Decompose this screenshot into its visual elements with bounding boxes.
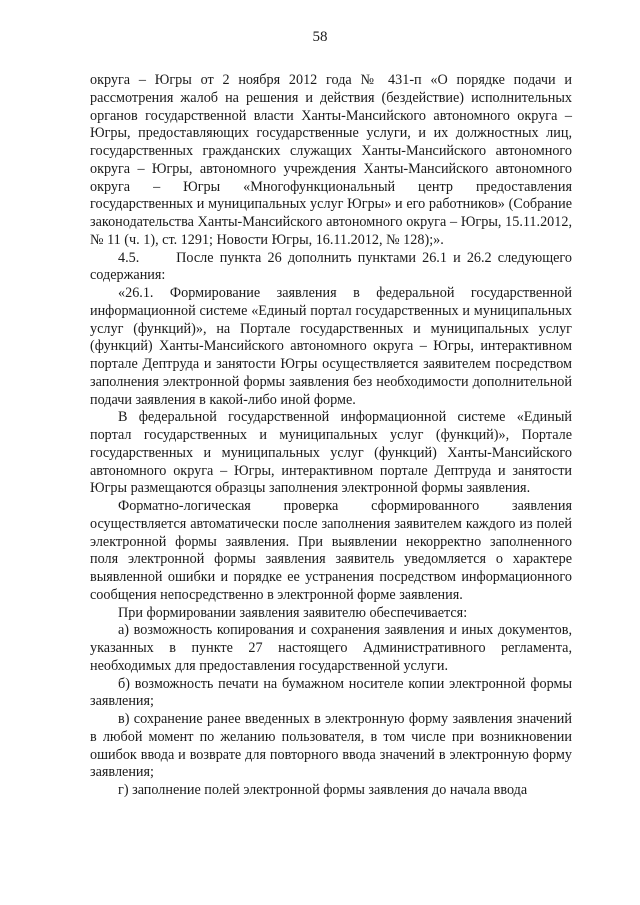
paragraph: 4.5. После пункта 26 дополнить пунктами 26.1 и 26.2 следующего содержания:: [90, 249, 572, 284]
paragraph: При формировании заявления заявителю обеспечивается:: [118, 604, 468, 621]
paragraph: Форматно-логическая проверка сформированного заявления осуществляется автоматически после заполнения заявителем каждого из полей электронной формы заявления. При выявлении некорректно заполненного поля электронной формы заявления заявитель уведомляется о характере выявленной ошибки и порядке ее устранения посредством информационного сообщения непосредственно в электронной форме заявления.: [90, 498, 572, 603]
paragraph: «26.1. Формирование заявления в федеральной государственной информационной системе «Единый портал государственных и муниципальных услуг (функций)», на Портале государственных и муниципальных услуг (функций) Ханты-Мансийского автономного округа – Югры, интерактивном портале Дептруда и занятости Югры осуществляется заявителем посредством заполнения электронной формы заявления без необходимости дополнительной подачи заявления в какой-либо иной форме.: [90, 285, 572, 408]
paragraph: в) сохранение ранее введенных в электронную форму заявления значений в любой момент по желанию пользователя, в том числе при возникновении ошибок ввода и возврате для повторного ввода значений в электронную форму заявления;: [90, 711, 572, 781]
paragraph: г) заполнение полей электронной формы заявления до начала ввода: [118, 782, 528, 798]
document-body: [90, 72, 572, 800]
paragraph: В федеральной государственной информационной системе «Единый портал государственных и муниципальных услуг (функций)», Портале государственных и муниципальных услуг (функций) Ханты-Мансийского автономного округа – Югры, интерактивном портале Дептруда и занятости Югры размещаются образцы заполнения электронной формы заявления.: [90, 409, 572, 497]
paragraph: округа – Югры от 2 ноября 2012 года № 431-п «О порядке подачи и рассмотрения жалоб на решения и действия (бездействие) исполнительных органов государственной власти Ханты-Мансийского автономного округа – Югры, предоставляющих государственные услуги, и их должностных лиц, государственных гражданских служащих Ханты-Мансийского автономного округа – Югры, автономного учреждения Ханты-Мансийского автономного округа – Югры «Многофункциональный центр предоставления государственных и муниципальных услуг Югры» и его работников» (Собрание законодательства Ханты-Мансийского автономного округа – Югры, 15.11.2012, № 11 (ч. 1), ст. 1291; Новости Югры, 16.11.2012, № 128);».: [90, 72, 572, 248]
page-number: 58: [312, 29, 328, 45]
paragraph: б) возможность печати на бумажном носителе копии электронной формы заявления;: [90, 675, 572, 710]
paragraph: а) возможность копирования и сохранения заявления и иных документов, указанных в пункте 27 настоящего Административного регламента, необходимых для предоставления государственной услуги.: [90, 622, 572, 674]
